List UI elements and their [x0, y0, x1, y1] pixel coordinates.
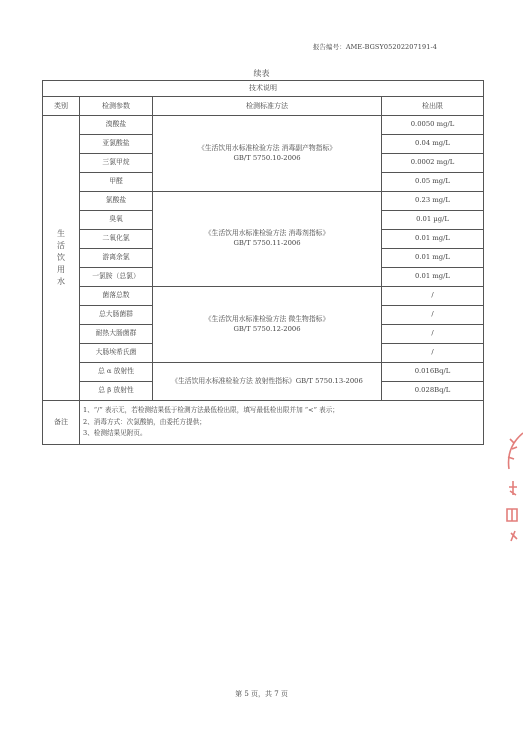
note-line: 3、检测结果见附页。 — [83, 429, 147, 438]
limit-cell: / — [382, 325, 484, 344]
limit-cell: 0.01 µg/L — [382, 211, 484, 230]
parameter-cell: 氯酸盐 — [80, 192, 153, 211]
column-header-parameter: 检测参数 — [80, 97, 153, 116]
column-header-category: 类别 — [43, 97, 80, 116]
limit-cell: 0.23 mg/L — [382, 192, 484, 211]
limit-cell: 0.05 mg/L — [382, 173, 484, 192]
parameter-cell: 臭氧 — [80, 211, 153, 230]
table-row — [43, 116, 484, 135]
parameter-cell: 三氯甲烷 — [80, 154, 153, 173]
note-line: 2、消毒方式：次氯酸钠，由委托方提供； — [83, 417, 206, 426]
method-line: 《生活饮用水标准检验方法 消毒副产物指标》 — [197, 143, 337, 152]
note-line: 1、“/” 表示无，若检测结果低于检测方法最低检出限，填写最低检出限并加 “<” 表示； — [83, 406, 339, 414]
parameter-cell: 总 β 放射性 — [80, 382, 153, 401]
limit-cell: 0.016Bq/L — [382, 363, 484, 382]
parameter-cell: 总大肠菌群 — [80, 306, 153, 325]
method-line: GB/T 5750.10-2006 — [233, 153, 301, 162]
parameter-cell: 一氯胺（总氯） — [80, 268, 153, 287]
method-line: 《生活饮用水标准检验方法 放射性指标》GB/T 5750.13-2006 — [171, 376, 363, 385]
limit-cell: / — [382, 344, 484, 363]
limit-cell: 0.01 mg/L — [382, 268, 484, 287]
notes-label: 备注 — [43, 401, 80, 445]
method-line: 《生活饮用水标准检验方法 消毒剂指标》 — [204, 229, 330, 238]
continued-label: 续表 — [253, 69, 270, 78]
column-header-limit: 检出限 — [382, 97, 484, 116]
parameter-cell: 二氧化氯 — [80, 230, 153, 249]
limit-cell: 0.01 mg/L — [382, 230, 484, 249]
method-cell — [153, 363, 382, 401]
limit-cell: 0.0050 mg/L — [382, 116, 484, 135]
limit-cell: 0.01 mg/L — [382, 249, 484, 268]
report-number: 报告编号：AME-BGSY05202207191-4 — [312, 43, 437, 51]
category-label: 生活饮用水 — [57, 229, 65, 286]
category-cell — [43, 116, 80, 401]
technical-table — [42, 80, 484, 445]
parameter-cell: 溴酸盐 — [80, 116, 153, 135]
limit-cell: / — [382, 287, 484, 306]
parameter-cell: 游离余氯 — [80, 249, 153, 268]
table-row — [43, 192, 484, 211]
method-cell — [153, 116, 382, 192]
limit-cell: 0.028Bq/L — [382, 382, 484, 401]
parameter-cell: 亚氯酸盐 — [80, 135, 153, 154]
parameter-cell: 总 α 放射性 — [80, 363, 153, 382]
method-cell — [153, 192, 382, 287]
table-row — [43, 363, 484, 382]
method-line: GB/T 5750.11-2006 — [233, 239, 301, 247]
method-line: 《生活饮用水标准检验方法 微生物指标》 — [204, 314, 330, 323]
page-footer: 第 5 页，共 7 页 — [235, 690, 288, 698]
method-line: GB/T 5750.12-2006 — [233, 324, 301, 333]
limit-cell: 0.04 mg/L — [382, 135, 484, 154]
section-title: 技术说明 — [43, 81, 484, 97]
parameter-cell: 大肠埃希氏菌 — [80, 344, 153, 363]
table-row — [43, 287, 484, 306]
parameter-cell: 甲醛 — [80, 173, 153, 192]
parameter-cell: 菌落总数 — [80, 287, 153, 306]
method-cell — [153, 287, 382, 363]
limit-cell: / — [382, 306, 484, 325]
notes-cell — [80, 401, 484, 445]
limit-cell: 0.0002 mg/L — [382, 154, 484, 173]
column-header-method: 检测标准方法 — [153, 97, 382, 116]
parameter-cell: 耐热大肠菌群 — [80, 325, 153, 344]
partial-red-stamp — [501, 425, 523, 565]
